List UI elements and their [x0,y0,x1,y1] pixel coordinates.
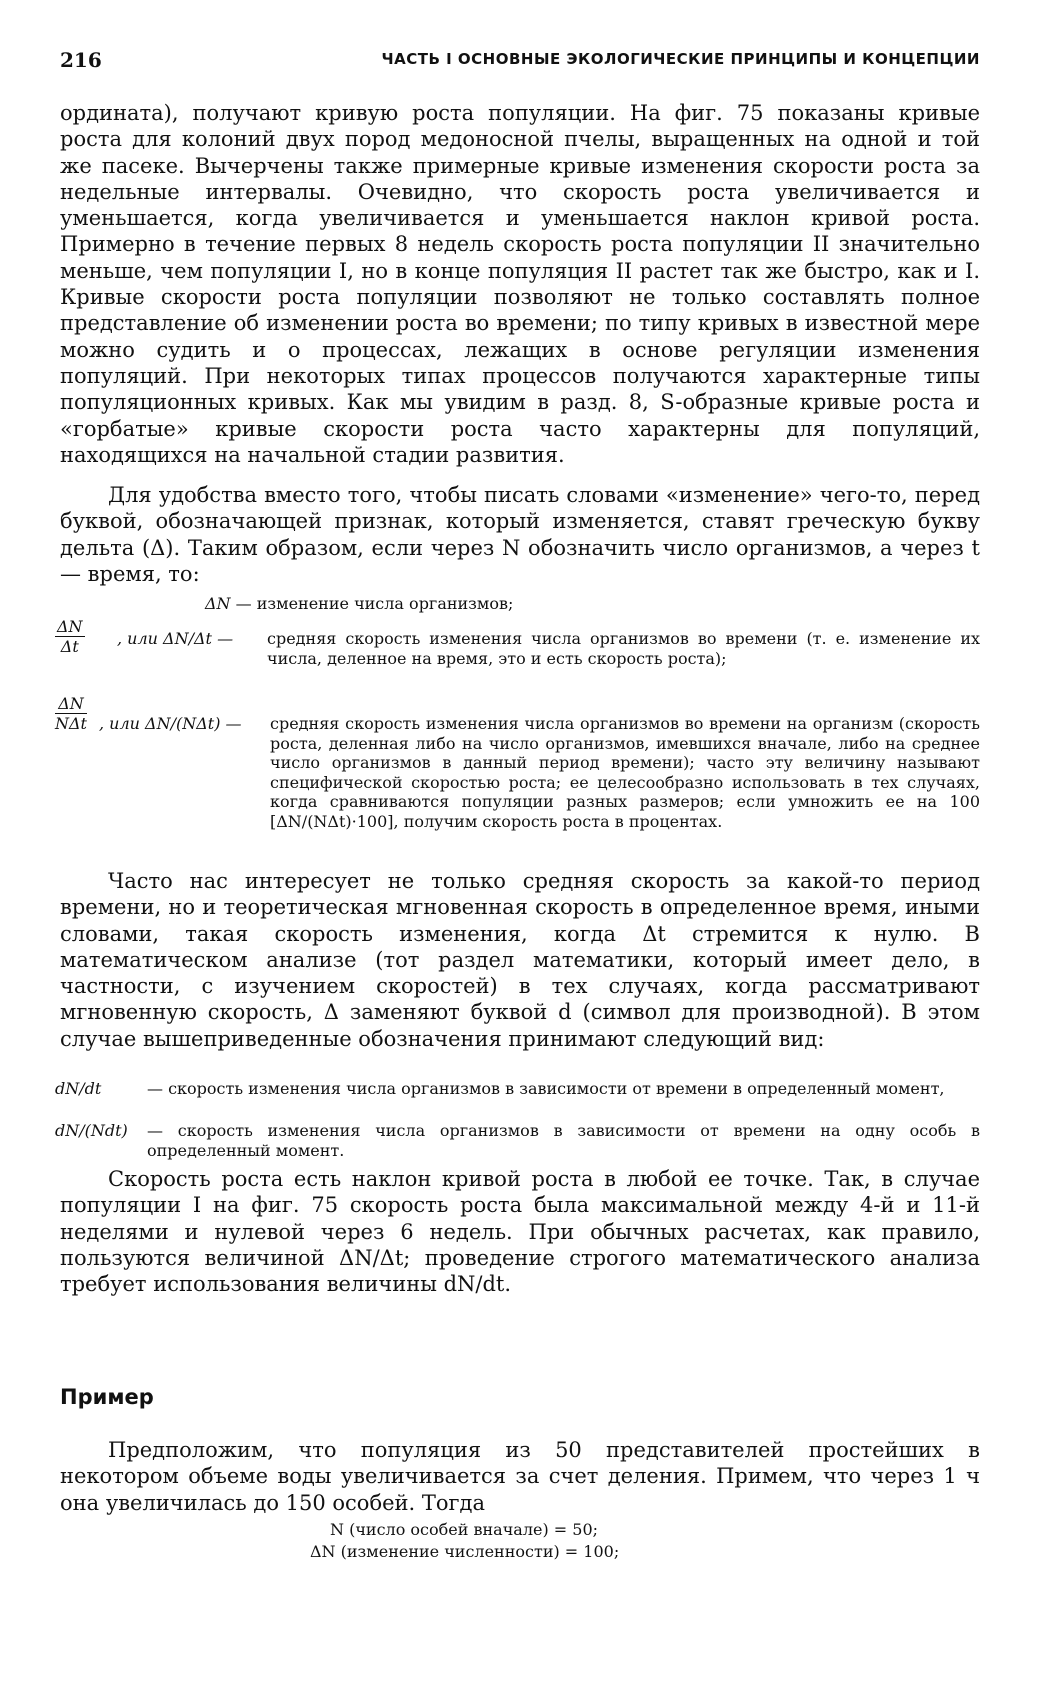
definition-text: средняя скорость изменения числа организмов во времени (т. е. изменение их числа, деленное на время, это и есть скорость роста); [267,629,980,668]
definition-symbol: ΔN [205,594,231,613]
definition-alt-symbol: , или ΔN/Δt — [117,629,234,648]
definition-symbol: dN/dt [55,1079,102,1098]
page-header [60,48,980,78]
definition-text: — скорость изменения числа организмов в зависимости от времени на одну особь в определенный момент. [147,1121,980,1160]
definition-alt-symbol: , или ΔN/(NΔt) — [99,714,242,733]
paragraph-example: Предположим, что популяция из 50 представителей простейших в некотором объеме воды увеличивается за счет деления. Примем, что через 1 ч она увеличилась до 150 особей. Тогда [60,1438,980,1515]
formula-delta-n: ΔN (изменение численности) = 100; [310,1542,620,1561]
fraction-denominator: NΔt [55,714,87,733]
fraction [55,694,87,733]
paragraph-slope: Скорость роста есть наклон кривой роста в любой ее точке. Так, в случае популяции I на фиг. 75 скорость роста была максимальной между 4-й и 11-й неделями и нулевой через 6 недель. При обычных расчетах, как правило, пользуются величиной ΔN/Δt; проведение строгого математического анализа требует использования величины dN/dt. [60,1167,980,1297]
paragraph-instantaneous-rate: Часто нас интересует не только средняя скорость за какой-то период времени, но и теоретическая мгновенная скорость в определенное время, иными словами, такая скорость изменения, когда Δt стремится к нулю. В математическом анализе (тот раздел математики, который имеет дело, в частности, с изучением скоростей) в тех случаях, когда рассматривают мгновенную скорость, Δ заменяют буквой d (символ для производной). В этом случае вышеприведенные обозначения принимают следующий вид: [60,869,980,1051]
fraction-numerator: ΔN [57,617,83,636]
fraction [55,617,85,656]
fraction-denominator: Δt [60,637,79,656]
definition-delta-n [205,594,513,614]
definition-text: средняя скорость изменения числа организмов во времени на организм (скорость роста, деленная либо на число организмов, имевшихся вначале, либо на среднее число организмов в данный период времени); часто эту величину называют специфической скоростью роста; ее целесообразно использовать в тех случаях, когда сравниваются популяции разных размеров; если умножить ее на 100 [ΔN/(NΔt)·100], получим скорость роста в процентах. [270,714,980,831]
formula-n: N (число особей вначале) = 50; [330,1520,599,1539]
fraction-numerator: ΔN [55,694,87,714]
paragraph-delta-notation: Для удобства вместо того, чтобы писать словами «изменение» чего-то, перед буквой, обозначающей признак, который изменяется, ставят греческую букву дельта (Δ). Таким образом, если через N обозначить число организмов, а через t — время, то: [60,483,980,586]
definition-text: — изменение числа организмов; [235,594,514,613]
page-number: 216 [60,48,102,72]
running-title: ЧАСТЬ I ОСНОВНЫЕ ЭКОЛОГИЧЕСКИЕ ПРИНЦИПЫ И КОНЦЕПЦИИ [381,50,980,68]
definition-text: — скорость изменения числа организмов в зависимости от времени в определенный момент, [147,1079,945,1098]
section-heading: Пример [60,1385,154,1409]
paragraph-growth-curves: ордината), получают кривую роста популяции. На фиг. 75 показаны кривые роста для колоний двух пород медоносной пчелы, выращенных на одной и той же пасеке. Вычерчены также примерные кривые изменения скорости роста за недельные интервалы. Очевидно, что скорость роста увеличивается и уменьшается, когда увеличивается и уменьшается наклон кривой роста. Примерно в течение первых 8 недель скорость роста популяции II значительно меньше, чем популяции I, но в конце популяция II растет так же быстро, как и I. Кривые скорости роста популяции позволяют не только составлять полное представление об изменении роста во времени; по типу кривых в известной мере можно судить и о процессах, лежащих в основе регуляции изменения популяций. При некоторых типах процессов получаются характерные типы популяционных кривых. Как мы увидим в разд. 8, S-образные кривые роста и «горбатые» кривые скорости роста часто характерны для популяций, находящихся на начальной стадии развития. [60,101,980,467]
definition-symbol: dN/(Ndt) [55,1121,128,1140]
